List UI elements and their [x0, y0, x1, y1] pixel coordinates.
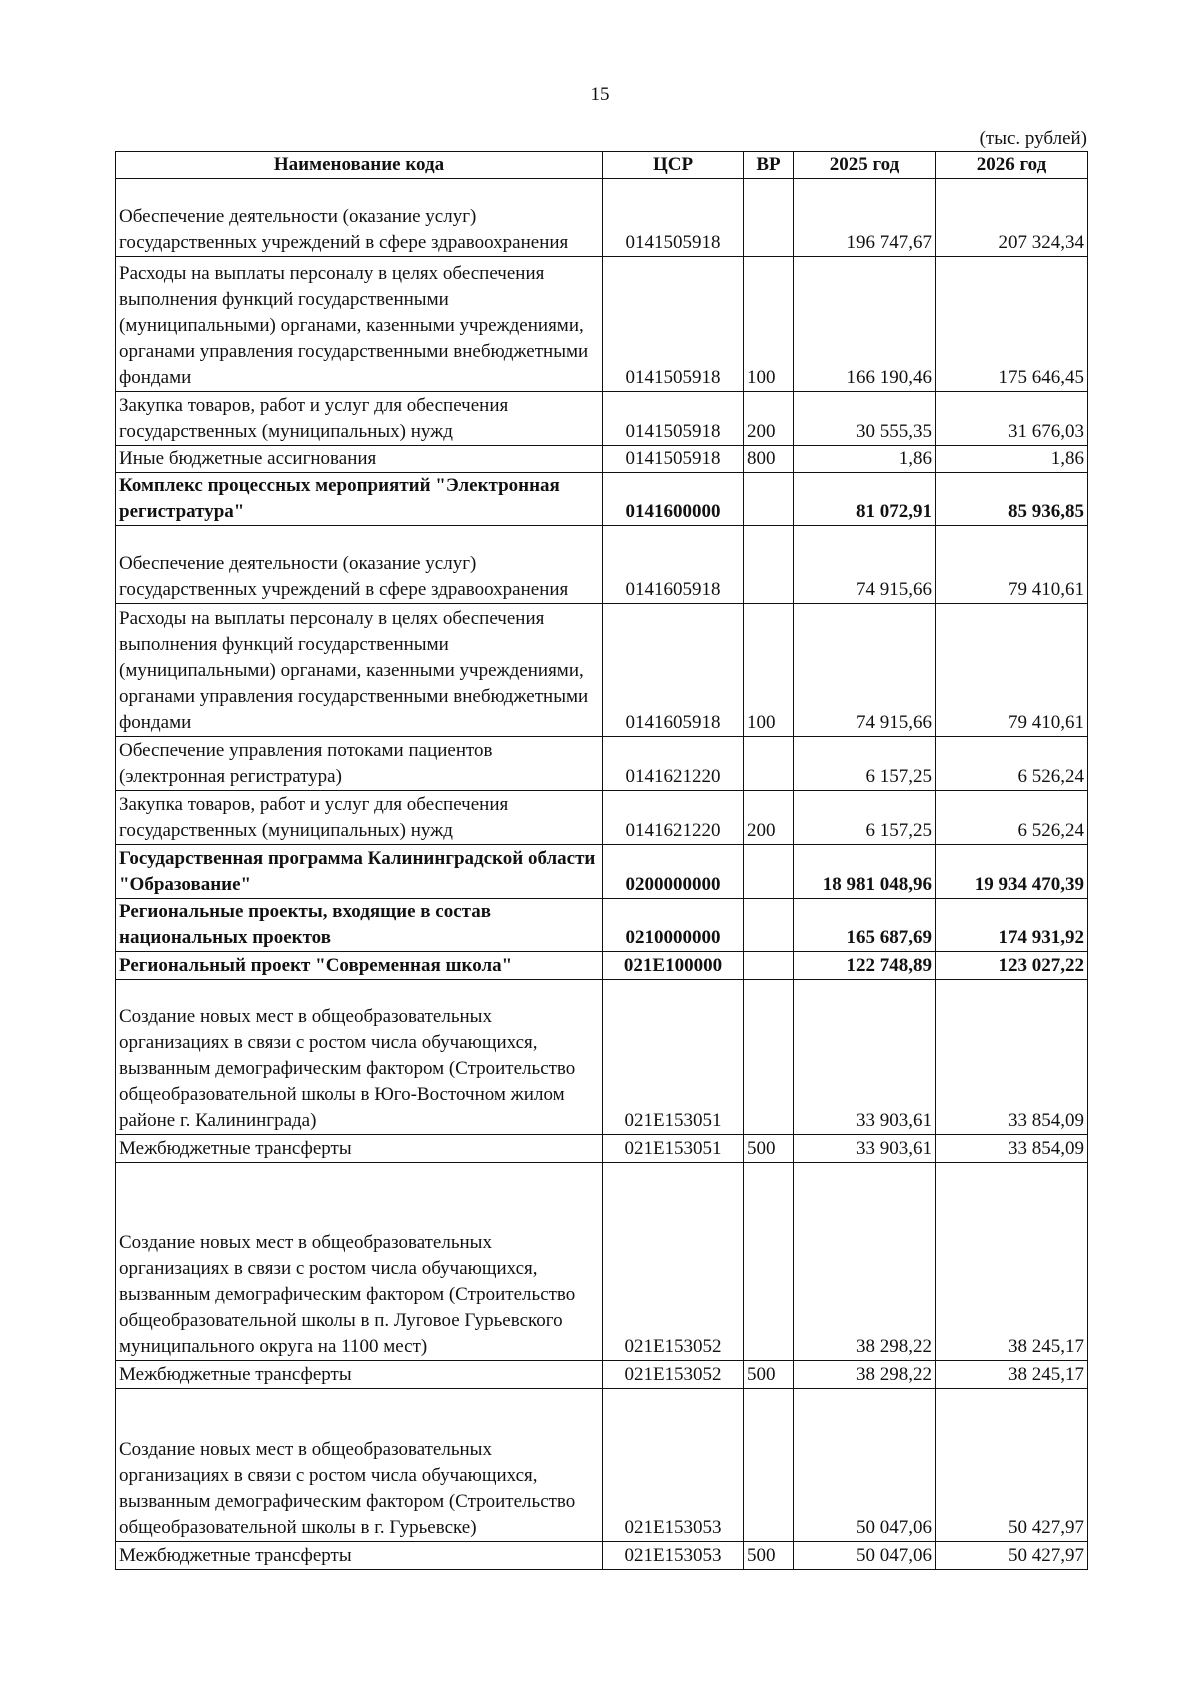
cell-2025: 74 915,66: [794, 604, 936, 737]
cell-2025: 50 047,06: [794, 1542, 936, 1570]
cell-csr: 0141605918: [603, 604, 744, 737]
cell-vr: [744, 179, 794, 257]
cell-csr: 0141621220: [603, 791, 744, 845]
page-number: 15: [590, 84, 610, 105]
cell-2026: 6 526,24: [936, 791, 1088, 845]
cell-csr: 0141505918: [603, 392, 744, 446]
cell-csr: 021Е100000: [603, 952, 744, 980]
cell-2025: 30 555,35: [794, 392, 936, 446]
unit-label: (тыс. рублей): [979, 128, 1087, 149]
cell-name: Региональные проекты, входящие в состав национальных проектов: [116, 899, 603, 952]
cell-name: Региональный проект "Современная школа": [116, 952, 603, 980]
cell-name: Создание новых мест в общеобразовательных организациях в связи с ростом числа обучающихся, вызванным демографическим фактором (Строительство общеобразовательной школы в п. Луговое Гурьевского муниципального округа на 1100 мест): [116, 1163, 603, 1361]
cell-2025: 50 047,06: [794, 1389, 936, 1542]
table-row: [116, 1389, 1088, 1542]
cell-2025: 122 748,89: [794, 952, 936, 980]
cell-name: Расходы на выплаты персоналу в целях обеспечения выполнения функций государственными (муниципальными) органами, казенными учреждениями, органами управления государственными внебюджетными фондами: [116, 604, 603, 737]
cell-csr: 0141505918: [603, 257, 744, 392]
cell-name: Создание новых мест в общеобразовательных организациях в связи с ростом числа обучающихся, вызванным демографическим фактором (Строительство общеобразовательной школы в Юго-Восточном жилом районе г. Калининграда): [116, 980, 603, 1135]
cell-vr: 100: [744, 604, 794, 737]
cell-csr: 0200000000: [603, 845, 744, 899]
cell-2026: 31 676,03: [936, 392, 1088, 446]
cell-vr: 800: [744, 446, 794, 473]
cell-name: Закупка товаров, работ и услуг для обеспечения государственных (муниципальных) нужд: [116, 791, 603, 845]
cell-2026: 85 936,85: [936, 473, 1088, 526]
table-row: [116, 980, 1088, 1135]
cell-csr: 0141505918: [603, 179, 744, 257]
cell-vr: [744, 1389, 794, 1542]
cell-vr: [744, 1163, 794, 1361]
table-row: [116, 179, 1088, 257]
table-row: [116, 1361, 1088, 1389]
cell-csr: 0210000000: [603, 899, 744, 952]
cell-csr: 021Е153053: [603, 1389, 744, 1542]
cell-name: Создание новых мест в общеобразовательных организациях в связи с ростом числа обучающихся, вызванным демографическим фактором (Строительство общеобразовательной школы в г. Гурьевске): [116, 1389, 603, 1542]
cell-vr: 200: [744, 791, 794, 845]
cell-csr: 021Е153051: [603, 980, 744, 1135]
header-2026: 2026 год: [936, 152, 1088, 179]
cell-name: Государственная программа Калининградской области "Образование": [116, 845, 603, 899]
cell-2026: 38 245,17: [936, 1163, 1088, 1361]
table-row: [116, 899, 1088, 952]
cell-2025: 6 157,25: [794, 737, 936, 791]
cell-2026: 174 931,92: [936, 899, 1088, 952]
cell-name: Закупка товаров, работ и услуг для обеспечения государственных (муниципальных) нужд: [116, 392, 603, 446]
table-row: [116, 526, 1088, 604]
cell-2026: 19 934 470,39: [936, 845, 1088, 899]
cell-2025: 165 687,69: [794, 899, 936, 952]
cell-2025: 38 298,22: [794, 1361, 936, 1389]
cell-2026: 79 410,61: [936, 604, 1088, 737]
table-row: [116, 791, 1088, 845]
header-csr: ЦСР: [603, 152, 744, 179]
cell-vr: 200: [744, 392, 794, 446]
cell-2025: 33 903,61: [794, 1135, 936, 1163]
cell-2026: 6 526,24: [936, 737, 1088, 791]
cell-2025: 74 915,66: [794, 526, 936, 604]
cell-2026: 1,86: [936, 446, 1088, 473]
table-row: [116, 446, 1088, 473]
table-row: [116, 473, 1088, 526]
cell-csr: 021Е153053: [603, 1542, 744, 1570]
table-row: [116, 1135, 1088, 1163]
cell-2026: 33 854,09: [936, 980, 1088, 1135]
budget-table: [115, 151, 1088, 1570]
cell-vr: 100: [744, 257, 794, 392]
cell-csr: 0141621220: [603, 737, 744, 791]
cell-vr: [744, 737, 794, 791]
header-row: [116, 152, 1088, 179]
cell-csr: 0141605918: [603, 526, 744, 604]
cell-csr: 021Е153052: [603, 1163, 744, 1361]
cell-name: Обеспечение деятельности (оказание услуг) государственных учреждений в сфере здравоохранения: [116, 526, 603, 604]
table-row: [116, 845, 1088, 899]
cell-vr: 500: [744, 1135, 794, 1163]
cell-name: Обеспечение управления потоками пациентов (электронная регистратура): [116, 737, 603, 791]
cell-vr: 500: [744, 1542, 794, 1570]
table-row: [116, 1163, 1088, 1361]
cell-csr: 021Е153051: [603, 1135, 744, 1163]
cell-name: Расходы на выплаты персоналу в целях обеспечения выполнения функций государственными (муниципальными) органами, казенными учреждениями, органами управления государственными внебюджетными фондами: [116, 257, 603, 392]
cell-2025: 81 072,91: [794, 473, 936, 526]
cell-vr: [744, 526, 794, 604]
cell-2025: 196 747,67: [794, 179, 936, 257]
cell-vr: [744, 899, 794, 952]
cell-vr: 500: [744, 1361, 794, 1389]
header-vr: ВР: [744, 152, 794, 179]
cell-name: Иные бюджетные ассигнования: [116, 446, 603, 473]
cell-2026: 33 854,09: [936, 1135, 1088, 1163]
cell-name: Комплекс процессных мероприятий "Электронная регистратура": [116, 473, 603, 526]
table-row: [116, 737, 1088, 791]
cell-2025: 1,86: [794, 446, 936, 473]
cell-2026: 50 427,97: [936, 1542, 1088, 1570]
cell-vr: [744, 473, 794, 526]
cell-2026: 79 410,61: [936, 526, 1088, 604]
cell-name: Межбюджетные трансферты: [116, 1135, 603, 1163]
table-row: [116, 392, 1088, 446]
table-row: [116, 952, 1088, 980]
cell-csr: 021Е153052: [603, 1361, 744, 1389]
cell-name: Обеспечение деятельности (оказание услуг) государственных учреждений в сфере здравоохранения: [116, 179, 603, 257]
cell-csr: 0141600000: [603, 473, 744, 526]
cell-vr: [744, 980, 794, 1135]
cell-2026: 50 427,97: [936, 1389, 1088, 1542]
cell-2025: 33 903,61: [794, 980, 936, 1135]
table-row: [116, 257, 1088, 392]
header-2025: 2025 год: [794, 152, 936, 179]
cell-vr: [744, 845, 794, 899]
cell-2026: 38 245,17: [936, 1361, 1088, 1389]
cell-2026: 123 027,22: [936, 952, 1088, 980]
table-row: [116, 604, 1088, 737]
header-name: Наименование кода: [116, 152, 603, 179]
cell-name: Межбюджетные трансферты: [116, 1361, 603, 1389]
cell-2025: 18 981 048,96: [794, 845, 936, 899]
cell-2026: 207 324,34: [936, 179, 1088, 257]
cell-2025: 38 298,22: [794, 1163, 936, 1361]
cell-name: Межбюджетные трансферты: [116, 1542, 603, 1570]
cell-2026: 175 646,45: [936, 257, 1088, 392]
table-row: [116, 1542, 1088, 1570]
cell-csr: 0141505918: [603, 446, 744, 473]
cell-vr: [744, 952, 794, 980]
cell-2025: 166 190,46: [794, 257, 936, 392]
cell-2025: 6 157,25: [794, 791, 936, 845]
